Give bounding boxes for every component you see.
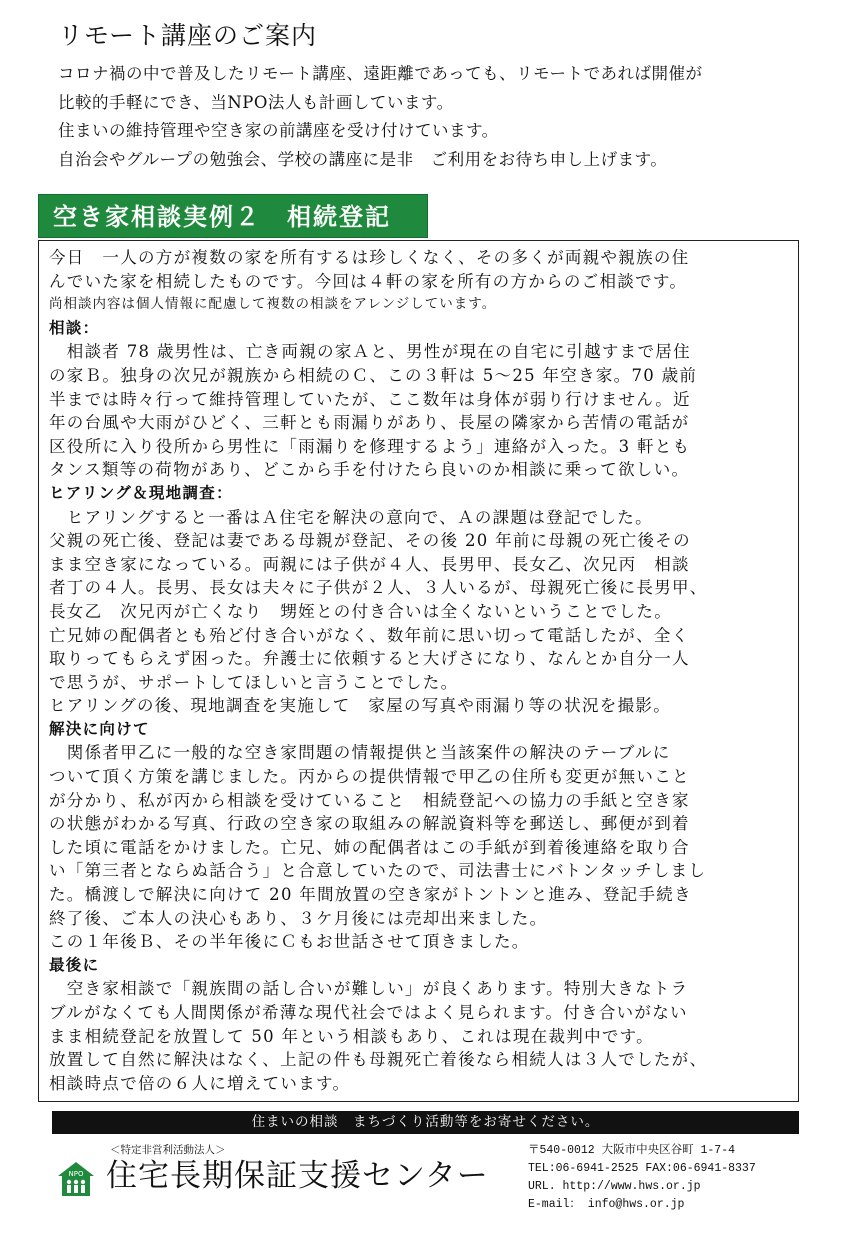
intro-line: 比較的手軽にでき、当NPO法人も計画しています。 — [58, 92, 454, 112]
article-line: まま空き家になっている。両親には子供が４人、長男甲、長女乙、次兄丙 相談 — [49, 554, 690, 574]
article-line: い「第三者とならぬ話合う」と合意していたので、司法書士にバトンタッチしまし — [49, 861, 707, 881]
heading-finally: 最後に — [49, 955, 100, 974]
org-name: 住宅長期保証支援センター — [106, 1158, 489, 1194]
article-line: この１年後Ｂ、その半年後にＣもお世話させて頂きました。 — [49, 932, 530, 952]
article-line: で思うが、サポートしてほしいと言うことでした。 — [49, 672, 459, 692]
article-line: 放置して自然に解決はなく、上記の件も母親死亡着後なら相続人は３人でしたが、 — [49, 1050, 708, 1070]
article-line: 父親の死亡後、登記は妻である母親が登記、その後 20 年前に母親の死亡後その — [49, 531, 691, 551]
section-title: 空き家相談実例２ 相続登記 — [38, 194, 428, 238]
npo-logo-icon — [54, 1158, 98, 1200]
article-line: まま相続登記を放置して 50 年という相談もあり、これは現在裁判中です。 — [49, 1026, 654, 1046]
contact-address: 〒540-0012 大阪市中央区谷町 1-7-4 — [528, 1144, 736, 1157]
article-note: 尚相談内容は個人情報に配慮して複数の相談をアレンジしています。 — [49, 296, 497, 313]
contact-email[interactable]: E-mail： info@hws.or.jp — [528, 1198, 685, 1211]
article-line: 相談時点で倍の６人に増えています。 — [49, 1073, 351, 1093]
article-line: 今日 一人の方が複数の家を所有するは珍しくなく、その多くが両親や親族の住 — [49, 248, 690, 267]
article-line: 長女乙 次兄丙が亡くなり 甥姪との付き合いは全くないということでした。 — [49, 601, 672, 621]
article-line: んでいた家を相続したものです。今回は４軒の家を所有の方からのご相談です。 — [49, 271, 688, 291]
article-line: 年の台風や大雨がひどく、三軒とも雨漏りがあり、長屋の隣家から苦情の電話が — [49, 413, 690, 433]
article-line: 終了後、ご本人の決心もあり、３ケ月後には売却出来ました。 — [49, 908, 548, 928]
article-line: タンス類等の荷物があり、どこから手を付けたら良いのか相談に乗って欲しい。 — [49, 460, 690, 480]
article-line: 亡兄姉の配偶者とも殆ど付き合いがなく、数年前に思い切って電話したが、全く — [49, 625, 690, 645]
article-box — [38, 240, 799, 1102]
article-line: ついて頂く方策を講じました。丙からの提供情報で甲乙の住所も変更が無いこと — [49, 767, 690, 787]
heading-resolution: 解決に向けて — [49, 719, 150, 738]
article-line: た。橋渡しで解決に向けて 20 年間放置の空き家がトントンと進み、登記手続き — [49, 885, 692, 905]
logo-text: NPO — [68, 1170, 84, 1178]
org-subtitle: ＜特定非営利活動法人＞ — [110, 1144, 226, 1156]
article-line: 区役所に入り役所から男性に「雨漏りを修理するよう」連絡が入った。3 軒とも — [49, 436, 691, 456]
article-line: ヒアリングすると一番はＡ住宅を解決の意向で、Ａの課題は登記でした。 — [49, 507, 653, 527]
intro-line: コロナ禍の中で普及したリモート講座、遠距離であっても、リモートであれば開催が — [58, 64, 703, 83]
article-line: ヒアリングの後、現地調査を実施して 家屋の写真や雨漏り等の状況を撮影。 — [49, 696, 672, 716]
article-line: の状態がわかる写真、行政の空き家の取組みの解説資料等を郵送し、郵便が到着 — [49, 814, 690, 834]
article-line: 関係者甲乙に一般的な空き家問題の情報提供と当該案件の解決のテーブルに — [49, 743, 671, 763]
article-line: 空き家相談で「親族間の話し合いが難しい」が良くあります。特別大きなトラ — [49, 979, 689, 999]
contact-phone: TEL:06-6941-2525 FAX:06-6941-8337 — [528, 1162, 756, 1175]
intro-line: 自治会やグループの勉強会、学校の講座に是非 ご利用をお待ち申し上げます。 — [58, 149, 668, 169]
contact-block — [528, 1142, 756, 1214]
intro-line: 住まいの維持管理や空き家の前講座を受け付けています。 — [58, 121, 499, 140]
heading-hearing: ヒアリング＆現地調査： — [49, 483, 233, 502]
article-line: 者丁の４人。長男、長女は夫々に子供が２人、３人いるが、母親死亡後に長男甲、 — [49, 578, 708, 598]
heading-consultation: 相談： — [49, 318, 100, 337]
article-line: 取りってもらえず困った。弁護士に依頼すると大げさになり、なんとか自分一人 — [49, 649, 690, 669]
article-line: した頃に電話をかけました。亡兄、姉の配偶者はこの手紙が到着後連絡を取り合 — [49, 837, 690, 857]
intro-section — [58, 18, 818, 174]
article-line: 相談者 78 歳男性は、亡き両親の家Ａと、男性が現在の自宅に引越すまで居住 — [49, 342, 691, 362]
article-line: が分かり、私が丙から相談を受けていること 相続登記への協力の手紙と空き家 — [49, 790, 690, 810]
intro-title: リモート講座のご案内 — [58, 21, 318, 50]
article-line: の家Ｂ。独身の次兄が親族から相続のＣ、この３軒は 5～25 年空き家。70 歳前 — [49, 365, 698, 385]
footer-bar: 住まいの相談 まちづくり活動等をお寄せください。 — [52, 1111, 799, 1134]
article-line: 半までは時々行って維持管理していたが、ここ数年は身体が弱り行けません。近 — [49, 389, 691, 409]
article-line: ブルがなくても人間関係が希薄な現代社会ではよく見られます。付き合いがない — [49, 1003, 688, 1022]
contact-url[interactable]: URL. http://www.hws.or.jp — [528, 1180, 701, 1193]
